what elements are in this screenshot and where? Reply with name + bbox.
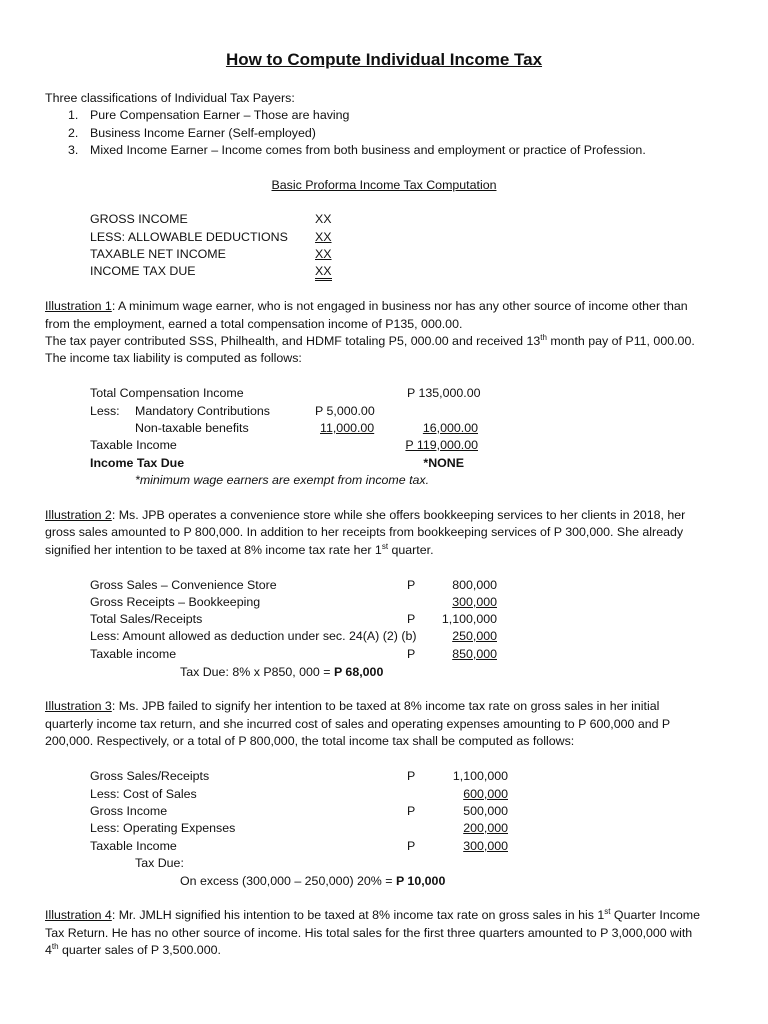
row-value: 1,100,000 xyxy=(452,769,508,783)
row-value: 200,000 xyxy=(463,821,508,835)
illustration-1-line: The tax payer contributed SSS, Philhealth, and HDMF totaling P5, 000.00 and received 13th month pay of P11, 000.00. xyxy=(45,332,695,348)
tax-due-line: Tax Due: 8% x P850, 000 = P 68,000 xyxy=(180,665,384,679)
proforma-value: XX xyxy=(315,247,332,261)
page-title: How to Compute Individual Income Tax xyxy=(225,50,543,69)
row-value: 250,000 xyxy=(452,629,497,643)
row-label: Income Tax Due xyxy=(90,456,185,470)
row-label: Taxable Income xyxy=(90,438,177,452)
illustration-3-line: Illustration 3: Ms. JPB failed to signify her intention to be taxed at 8% income tax rate on gross sales in her initial xyxy=(45,699,660,713)
list-item-number: 1. xyxy=(68,108,79,122)
list-item: Mixed Income Earner – Income comes from both business and employment or practice of Profession. xyxy=(90,143,646,157)
illustration-3-line: quarterly income tax return, and she incurred cost of sales and operating expenses amounting to P 600,000 and P xyxy=(45,717,671,731)
row-label: Gross Income xyxy=(90,804,168,818)
illustration-1-line: from the employment, earned a total compensation income of P135, 000.00. xyxy=(45,317,463,331)
row-label: Less: Amount allowed as deduction under sec. 24(A) (2) (b) xyxy=(90,629,417,643)
row-value: 800,000 xyxy=(452,578,497,592)
row-label: Gross Sales – Convenience Store xyxy=(90,578,277,592)
proforma-value: XX xyxy=(315,212,332,226)
row-currency: P xyxy=(407,647,416,661)
illustration-4-line: Illustration 4: Mr. JMLH signified his intention to be taxed at 8% income tax rate on gross sales in his 1st Quarter Income xyxy=(45,906,701,922)
row-value: 300,000 xyxy=(452,595,497,609)
row-label: Taxable Income xyxy=(90,839,177,853)
row-value: P 119,000.00 xyxy=(405,438,478,452)
row-value: 16,000.00 xyxy=(422,421,478,435)
proforma-value-total: XX xyxy=(315,263,332,279)
row-label: Less: xyxy=(90,404,120,418)
row-currency: P xyxy=(407,804,416,818)
proforma-label: INCOME TAX DUE xyxy=(90,264,196,278)
tax-due-label: Tax Due: xyxy=(135,856,184,870)
row-value: 1,100,000 xyxy=(441,612,497,626)
row-label: Taxable income xyxy=(90,647,177,661)
row-label: Non-taxable benefits xyxy=(135,421,249,435)
row-label: Total Compensation Income xyxy=(90,386,244,400)
illustration-4-line: 4th quarter sales of P 3,500.000. xyxy=(45,941,221,957)
list-item: Business Income Earner (Self-employed) xyxy=(90,126,316,140)
tax-due-line: On excess (300,000 – 250,000) 20% = P 10,000 xyxy=(180,874,446,888)
row-label: Gross Receipts – Bookkeeping xyxy=(90,595,261,609)
illustration-1-line: Illustration 1: A minimum wage earner, who is not engaged in business nor has any other source of income other than xyxy=(45,299,688,313)
row-label: Total Sales/Receipts xyxy=(90,612,203,626)
proforma-label: TAXABLE NET INCOME xyxy=(90,247,226,261)
row-value: 850,000 xyxy=(452,647,497,661)
row-label: Less: Operating Expenses xyxy=(90,821,236,835)
intro-lead: Three classifications of Individual Tax Payers: xyxy=(45,91,295,105)
row-value: 500,000 xyxy=(463,804,508,818)
row-label: Gross Sales/Receipts xyxy=(90,769,210,783)
proforma-heading: Basic Proforma Income Tax Computation xyxy=(271,178,497,192)
illustration-2-line: Illustration 2: Ms. JPB operates a convenience store while she offers bookkeeping services to her clients in 2018, her xyxy=(45,508,686,522)
list-item-number: 3. xyxy=(68,143,79,157)
illustration-2-line: signified her intention to be taxed at 8% income tax rate her 1st quarter. xyxy=(45,541,434,557)
row-currency: P xyxy=(407,578,416,592)
row-value: 300,000 xyxy=(463,839,508,853)
proforma-label: GROSS INCOME xyxy=(90,212,188,226)
list-item: Pure Compensation Earner – Those are having xyxy=(90,108,350,122)
row-value: 11,000.00 xyxy=(320,421,375,435)
row-value: P 5,000.00 xyxy=(315,404,375,418)
illustration-2-line: gross sales amounted to P 800,000. In addition to her receipts from bookkeeping services of P 300,000. She already xyxy=(45,525,684,539)
footnote: *minimum wage earners are exempt from income tax. xyxy=(135,473,430,487)
row-value: *NONE xyxy=(423,456,464,470)
row-value: 600,000 xyxy=(463,787,508,801)
proforma-label: LESS: ALLOWABLE DEDUCTIONS xyxy=(90,230,288,244)
row-currency: P xyxy=(407,839,416,853)
illustration-3-line: 200,000. Respectively, or a total of P 800,000, the total income tax shall be computed as follows: xyxy=(45,734,575,748)
illustration-4-line: Tax Return. He has no other source of income. His total sales for the first three quarters amounted to P 3,000,000 with xyxy=(45,926,693,940)
row-label: Mandatory Contributions xyxy=(135,404,270,418)
row-currency: P xyxy=(407,612,416,626)
row-value: P 135,000.00 xyxy=(407,386,481,400)
row-currency: P xyxy=(407,769,416,783)
list-item-number: 2. xyxy=(68,126,79,140)
illustration-1-line: The income tax liability is computed as follows: xyxy=(45,351,302,365)
row-label: Less: Cost of Sales xyxy=(90,787,197,801)
proforma-value: XX xyxy=(315,230,332,244)
